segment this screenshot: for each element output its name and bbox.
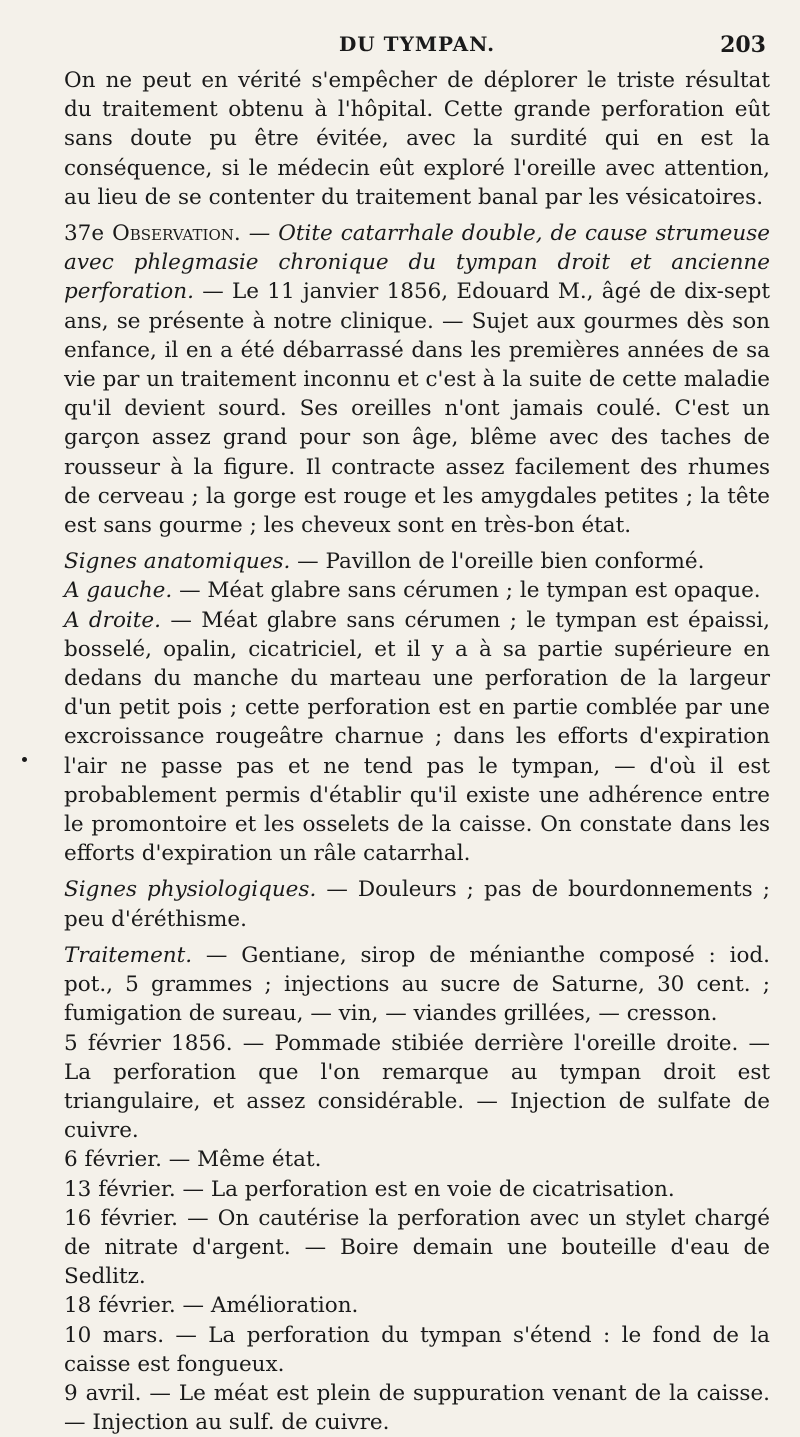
observation-text: — Le 11 janvier 1856, Edouard M., âgé de dix-sept ans, se présente à notre clinique. — Sujet aux gourmes dès son enfance, il en a été débarrassé dans les premières années de sa vie par un traitement inconnu et c'est à la suite de cette maladie qu'il devient sourd. Ses oreilles n'ont jamais coulé. C'est un garçon assez grand pour son âge, blême avec des taches de rousseur à la figure. Il contracte assez facilement des rhumes de cerveau ; la gorge est rouge et les amygdales petites ; la tête est sans gourme ; les cheveux sont en très-bon état. <box>64 279 770 539</box>
observation-paragraph <box>64 219 770 540</box>
observation-title: — Otite catarrhale double, de cause strumeuse avec phlegmasie chronique du tympan droit et ancienne perforation. <box>64 221 770 305</box>
paragraph-intro: On ne peut en vérité s'empêcher de déplorer le triste résultat du traitement obtenu à l'hôpital. Cette grande perforation eût sans doute pu être évitée, avec la surdité qui en est la conséquence, si le médecin eût exploré l'oreille avec attention, au lieu de se contenter du traitement banal par les vésicatoires. <box>64 68 770 210</box>
observation-label: Observation. <box>112 221 241 247</box>
a-droite-label: A droite. <box>64 607 161 633</box>
entry-paragraph: 6 février. — Même état. <box>64 1147 322 1173</box>
entry-paragraph: 13 février. — La perforation est en voie de cicatrisation. <box>64 1176 675 1202</box>
signes-physiologiques-text: — Douleurs ; pas de bourdonnements ; peu d'éréthisme. <box>64 877 770 932</box>
traitement-text: — Gentiane, sirop de ménianthe composé : iod. pot., 5 grammes ; injections au sucre de Saturne, 30 cent. ; fumigation de sureau, — vin, — viandes grillées, — cresson. <box>64 942 770 1027</box>
signes-anatomiques-label: Signes anatomiques. <box>64 549 291 575</box>
signes-physiologiques-label: Signes physiologiques. <box>64 877 317 903</box>
entry-paragraph: 10 mars. — La perforation du tympan s'étend : le fond de la caisse est fongueux. <box>64 1322 770 1377</box>
entry-paragraph: 18 février. — Amélioration. <box>64 1293 359 1319</box>
observation-number: 37e <box>64 221 105 247</box>
entry-paragraph: 9 avril. — Le méat est plein de suppuration venant de la caisse. — Injection au sulf. de cuivre. <box>64 1380 770 1436</box>
margin-mark <box>22 757 27 762</box>
entry-paragraph: 16 février. — On cautérise la perforation avec un stylet chargé de nitrate d'argent. — Boire demain une bouteille d'eau de Sedlitz. <box>64 1205 770 1290</box>
traitement-label: Traitement. <box>64 942 193 968</box>
entry-paragraph: 5 février 1856. — Pommade stibiée derrière l'oreille droite. — La perforation que l'on remarque au tympan droit est triangulaire, et assez considérable. — Injection de sulfate de cuivre. <box>64 1030 770 1144</box>
a-gauche-text: — Méat glabre sans cérumen ; le tympan est opaque. <box>172 578 761 604</box>
a-gauche-paragraph <box>64 576 770 605</box>
traitement-paragraph <box>64 941 770 1029</box>
a-gauche-label: A gauche. <box>64 578 173 604</box>
running-head: DU TYMPAN. <box>338 32 496 56</box>
a-droite-text: — Méat glabre sans cérumen ; le tympan est épaissi, bosselé, opalin, cicatriciel, et il y a à sa partie supérieure en dedans du manche du marteau une perforation de la largeur d'un petit pois ; cette perforation est en partie comblée par une excroissance rougeâtre charnue ; dans les efforts d'expiration l'air ne passe pas et ne tend pas le tympan, — d'où il est probablement permis d'établir qu'il existe une adhérence entre le promontoire et les osselets de la caisse. On constate dans les efforts d'expiration un râle catarrhal. <box>64 607 771 867</box>
page-number: 203 <box>720 32 766 58</box>
a-droite-paragraph <box>64 606 770 869</box>
page-header <box>64 30 770 66</box>
signes-anatomiques-paragraph <box>64 547 770 576</box>
signes-physiologiques-paragraph <box>64 875 770 933</box>
body-text <box>64 66 770 1437</box>
signes-anatomiques-text: — Pavillon de l'oreille bien conformé. <box>290 549 705 575</box>
